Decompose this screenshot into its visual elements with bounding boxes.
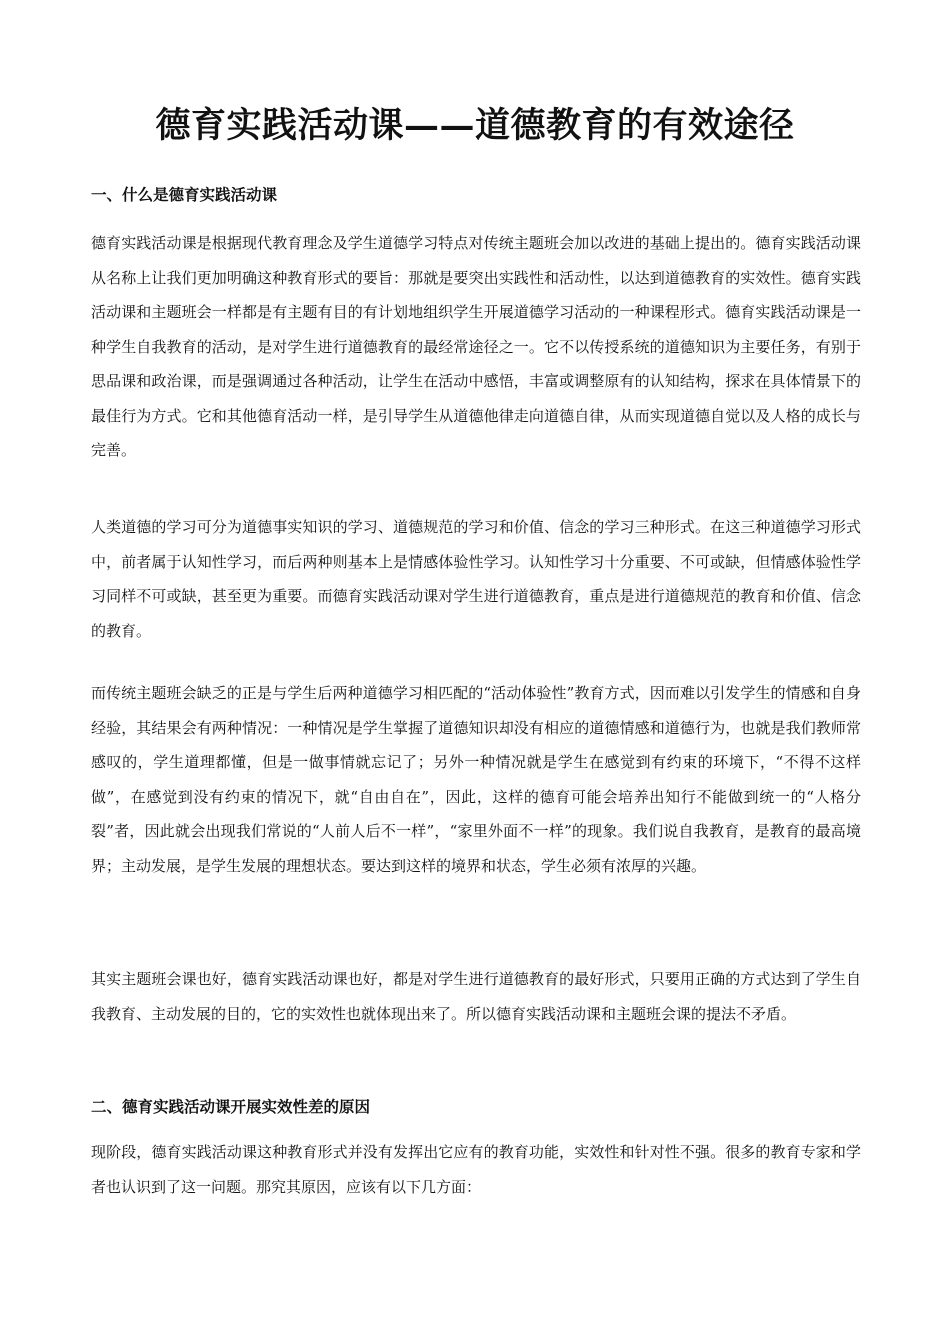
section-heading-reasons: 二、德育实践活动课开展实效性差的原因 bbox=[91, 1098, 371, 1116]
paragraph: 德育实践活动课是根据现代教育理念及学生道德学习特点对传统主题班会加以改进的基础上提出的。德育实践活动课从名称上让我们更加明确这种教育形式的要旨：那就是要突出实践性和活动性，以达到道德教育的实效性。德育实践活动课和主题班会一样都是有主题有目的有计划地组织学生开展道德学习活动的一种课程形式。德育实践活动课是一种学生自我教育的活动，是对学生进行道德教育的最经常途径之一。它不以传授系统的道德知识为主要任务，有别于思品课和政治课，而是强调通过各种活动，让学生在活动中感悟，丰富或调整原有的认知结构，探求在具体情景下的最佳行为方式。它和其他德育活动一样，是引导学生从道德他律走向道德自律，从而实现道德自觉以及人格的成长与完善。 bbox=[91, 234, 861, 459]
document-title: 德育实践活动课——道德教育的有效途径 bbox=[155, 105, 795, 146]
paragraph: 人类道德的学习可分为道德事实知识的学习、道德规范的学习和价值、信念的学习三种形式。在这三种道德学习形式中，前者属于认知性学习，而后两种则基本上是情感体验性学习。认知性学习十分重要、不可或缺，但情感体验性学习同样不可或缺，甚至更为重要。而德育实践活动课对学生进行道德教育，重点是进行道德规范的教育和价值、信念的教育。 bbox=[91, 518, 861, 640]
paragraph: 而传统主题班会缺乏的正是与学生后两种道德学习相匹配的“活动体验性”教育方式，因而难以引发学生的情感和自身经验，其结果会有两种情况：一种情况是学生掌握了道德知识却没有相应的道德情感和道德行为，也就是我们教师常感叹的，学生道理都懂，但是一做事情就忘记了；另外一种情况就是学生在感觉到有约束的环境下，“不得不这样做”，在感觉到没有约束的情况下，就“自由自在”，因此，这样的德育可能会培养出知行不能做到统一的“人格分裂”者，因此就会出现我们常说的“人前人后不一样”，“家里外面不一样”的现象。我们说自我教育，是教育的最高境界；主动发展，是学生发展的理想状态。要达到这样的境界和状态，学生必须有浓厚的兴趣。 bbox=[91, 684, 861, 875]
paragraph: 其实主题班会课也好，德育实践活动课也好，都是对学生进行道德教育的最好形式，只要用正确的方式达到了学生自我教育、主动发展的目的，它的实效性也就体现出来了。所以德育实践活动课和主题班会课的提法不矛盾。 bbox=[91, 970, 861, 1023]
section-heading-what-is: 一、什么是德育实践活动课 bbox=[91, 186, 278, 204]
paragraph: 现阶段，德育实践活动课这种教育形式并没有发挥出它应有的教育功能，实效性和针对性不强。很多的教育专家和学者也认识到了这一问题。那究其原因，应该有以下几方面： bbox=[91, 1143, 861, 1196]
